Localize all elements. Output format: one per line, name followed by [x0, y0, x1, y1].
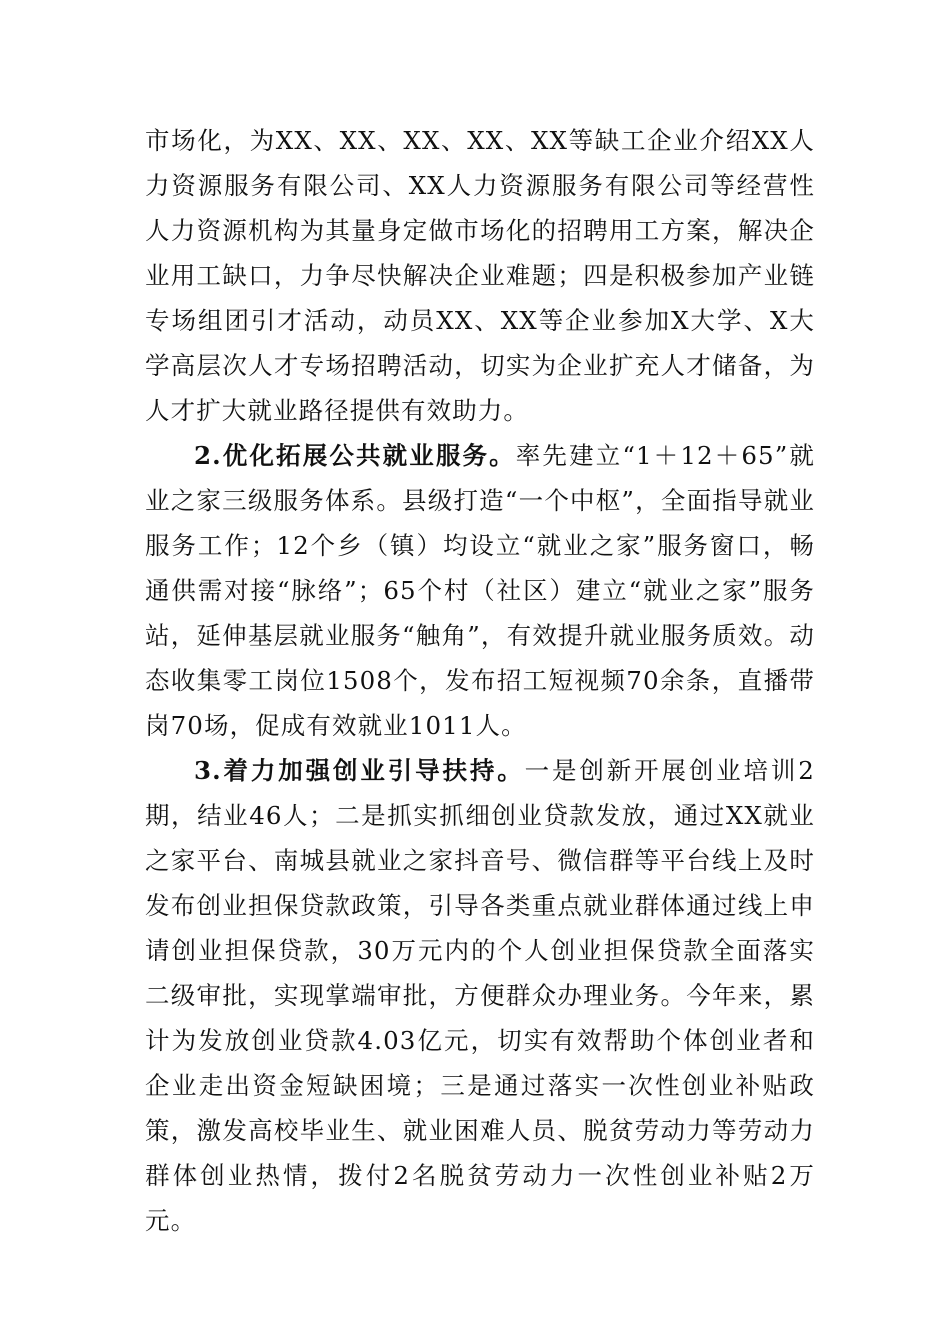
paragraph-entrepreneurship-support [145, 748, 815, 1243]
paragraph-text: 一是创新开展创业培训2期，结业46人；二是抓实抓细创业贷款发放，通过XX就业之家平台、南城县就业之家抖音号、微信群等平台线上及时发布创业担保贷款政策，引导各类重点就业群体通过线上申请创业担保贷款，30万元内的个人创业担保贷款全面落实二级审批，实现掌端审批，方便群众办理业务。今年来，累计为发放创业贷款4.03亿元，切实有效帮助个体创业者和企业走出资金短缺困境；三是通过落实一次性创业补贴政策，激发高校毕业生、就业困难人员、脱贫劳动力等劳动力群体创业热情，拨付2名脱贫劳动力一次性创业补贴2万元。 [145, 756, 815, 1235]
paragraph-text: 率先建立“1＋12＋65”就业之家三级服务体系。县级打造“一个中枢”，全面指导就业服务工作；12个乡（镇）均设立“就业之家”服务窗口，畅通供需对接“脉络”；65个村（社区）建立“就业之家”服务站，延伸基层就业服务“触角”，有效提升就业服务质效。动态收集零工岗位1508个，发布招工短视频70余条，直播带岗70场，促成有效就业1011人。 [145, 441, 815, 740]
document-body [145, 118, 815, 1243]
paragraph-public-employment-service [145, 433, 815, 748]
paragraph-text: 市场化，为XX、XX、XX、XX、XX等缺工企业介绍XX人力资源服务有限公司、XX人力资源服务有限公司等经营性人力资源机构为其量身定做市场化的招聘用工方案，解决企业用工缺口，力争尽快解决企业难题；四是积极参加产业链专场组团引才活动，动员XX、XX等企业参加X大学、X大学高层次人才专场招聘活动，切实为企业扩充人才储备，为人才扩大就业路径提供有效助力。 [145, 126, 815, 425]
paragraph-heading: 2.优化拓展公共就业服务。 [194, 441, 516, 470]
paragraph-heading: 3.着力加强创业引导扶持。 [194, 756, 525, 785]
paragraph-continuation [145, 118, 815, 433]
